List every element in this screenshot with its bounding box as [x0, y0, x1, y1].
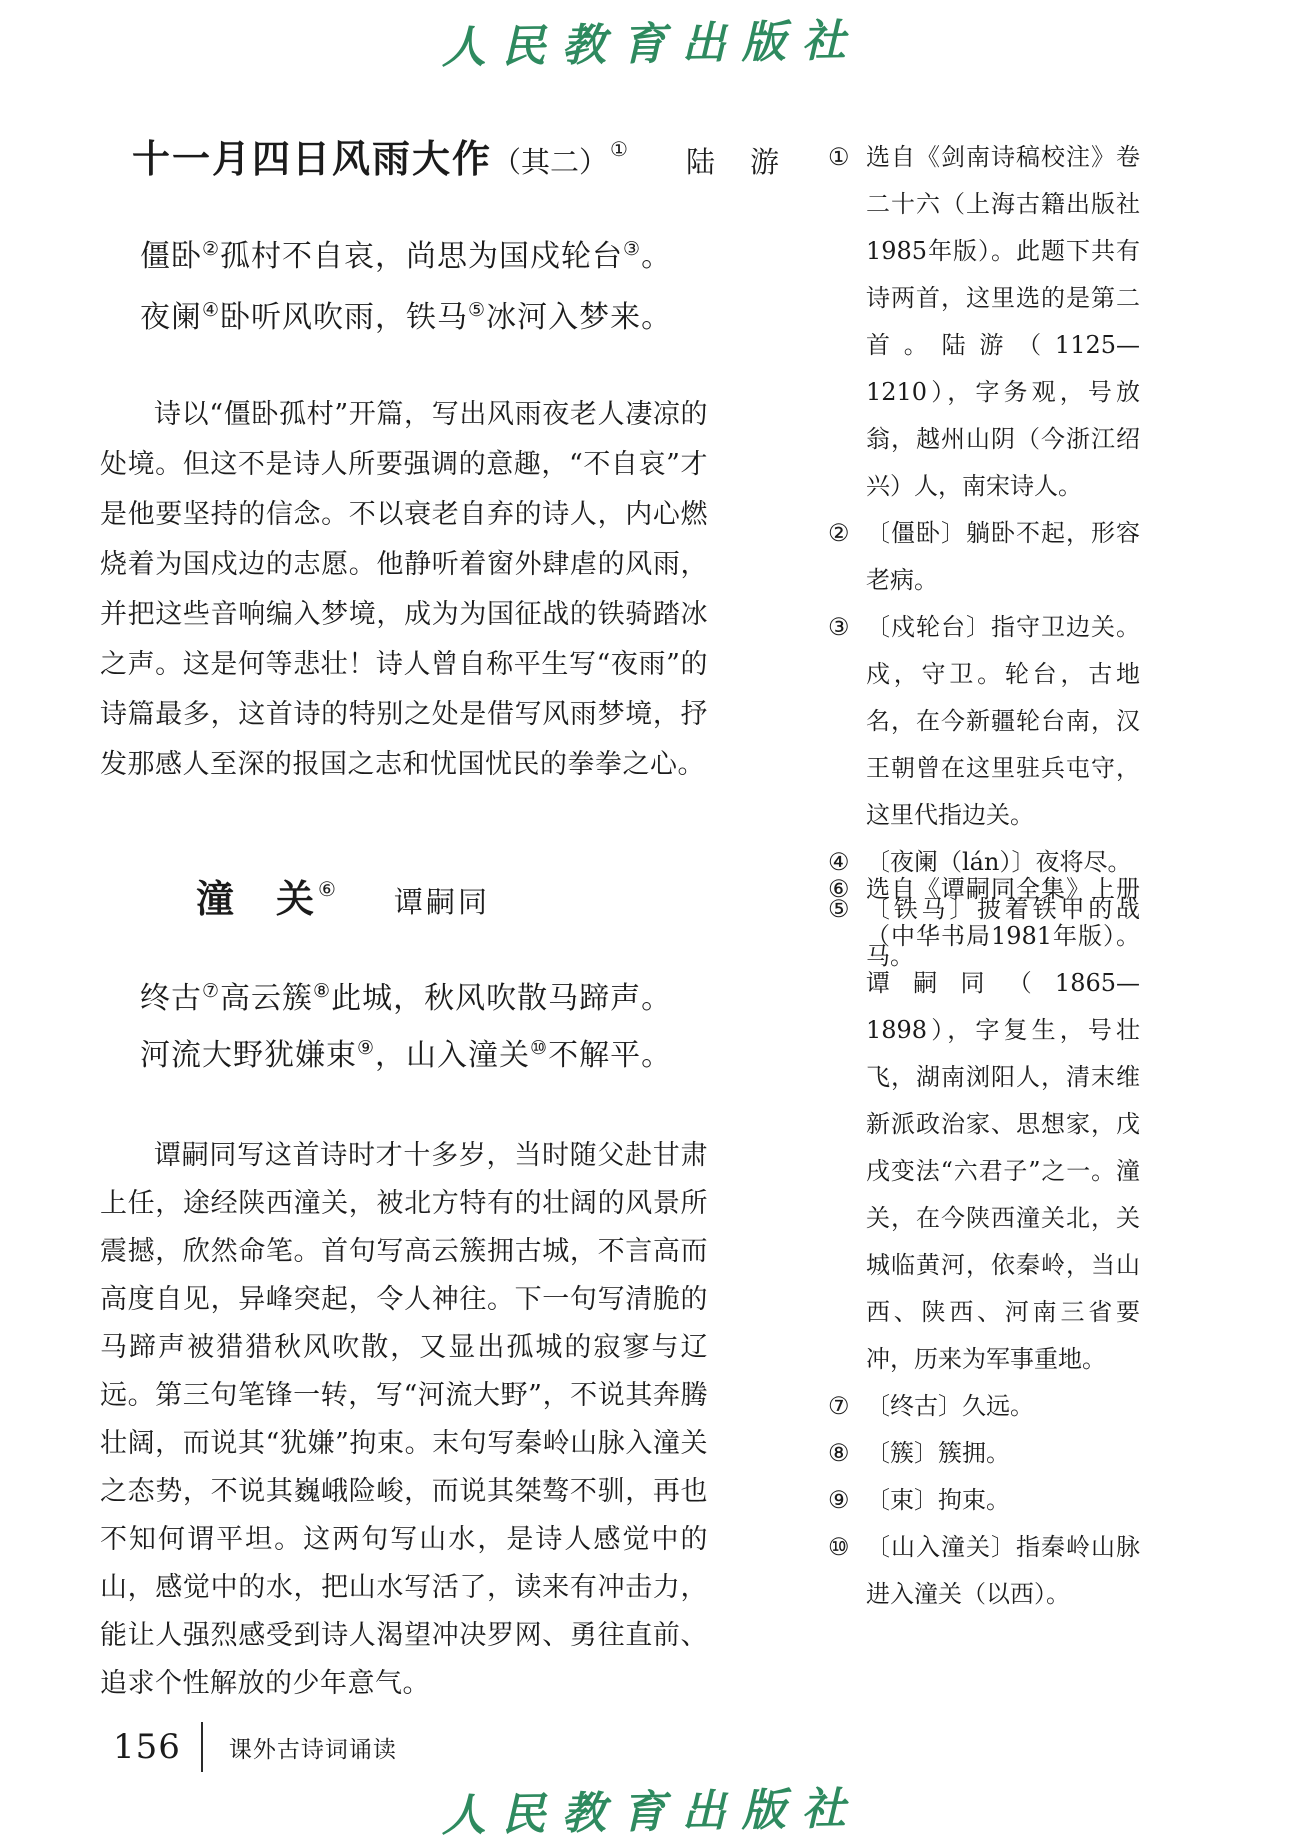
note-ref: ② [202, 238, 221, 260]
annotation-item [828, 1477, 1140, 1524]
note-ref: ⑧ [313, 980, 332, 1002]
note-ref: ④ [202, 299, 221, 321]
annotation-number: ① [828, 143, 850, 171]
poem1-title: 十一月四日风雨大作 [132, 136, 493, 181]
note-ref: ⑩ [530, 1037, 549, 1059]
note-ref: ⑤ [468, 299, 487, 321]
poem-segment: 孤村不自哀，尚思为国戍轮台 [220, 239, 624, 274]
poem-segment: 。 [641, 239, 673, 274]
annotations-poem2 [828, 866, 1140, 1618]
poem2-author: 谭嗣同 [393, 885, 490, 919]
annotation-item [828, 604, 1140, 839]
poem1-text [140, 228, 672, 350]
poem1-commentary: 诗以“僵卧孤村”开篇，写出风雨夜老人凄凉的处境。但这不是诗人所要强调的意趣，“不自哀”才是他要坚持的信念。不以衰老自弃的诗人，内心燃烧着为国戍边的志愿。他静听着窗外肆虐的风雨，并把这些音响编入梦境，成为为国征战的铁骑踏冰之声。这是何等悲壮！诗人曾自称平生写“夜雨”的诗篇最多，这首诗的特别之处是借写风雨梦境，抒发那感人至深的报国之志和忧国忧民的拳拳之心。 [100, 399, 708, 780]
poem1-title-paren: （其二） [492, 145, 609, 179]
annotation-item [828, 866, 1140, 1383]
annotation-text: 〔簇〕簇拥。 [866, 1439, 1010, 1467]
annotation-item [828, 510, 1140, 604]
annotations-poem1 [828, 134, 1140, 980]
annotation-number: ⑩ [828, 1533, 850, 1561]
footer-section-title: 课外古诗词诵读 [228, 1736, 397, 1763]
poem1-line2 [140, 289, 672, 350]
annotation-number: ⑨ [828, 1486, 850, 1514]
annotation-number: ⑥ [828, 875, 850, 903]
annotation-number: ⑤ [828, 895, 850, 923]
note-ref: ⑦ [202, 980, 221, 1002]
poem-segment: 河流大野犹嫌束 [140, 1038, 357, 1073]
poem1-title-row [132, 128, 782, 183]
annotation-number: ⑧ [828, 1439, 850, 1467]
poem-segment: 冰河入梦来。 [486, 300, 673, 335]
annotation-item [828, 134, 1140, 510]
poem-segment: 夜阑 [140, 300, 202, 335]
poem-segment: 高云簇 [220, 981, 314, 1016]
annotation-number: ⑦ [828, 1392, 850, 1420]
page-number: 156 [113, 1727, 181, 1767]
footer-divider [201, 1722, 203, 1772]
annotation-text: 〔夜阑（lán）〕夜将尽。 [866, 848, 1132, 876]
annotation-item [828, 1383, 1140, 1430]
note-ref: ③ [623, 238, 642, 260]
note-ref: ⑨ [357, 1037, 376, 1059]
page-footer [113, 1722, 397, 1772]
annotation-text: 〔铁马〕披着铁甲的战马。 [866, 895, 1140, 970]
poem2-line1 [140, 972, 672, 1029]
annotation-number: ③ [828, 613, 850, 641]
annotation-number: ② [828, 519, 850, 547]
annotation-text: 〔终古〕久远。 [866, 1392, 1034, 1420]
poem-segment: 终古 [140, 981, 202, 1016]
poem2-title: 潼 关 [196, 876, 317, 921]
poem1-title-note-ref: ① [610, 137, 628, 161]
annotation-text: 〔山入潼关〕指秦岭山脉进入潼关（以西）。 [866, 1533, 1140, 1608]
annotation-text: 〔束〕拘束。 [866, 1486, 1010, 1514]
poem-segment: 卧听风吹雨，铁马 [220, 300, 469, 335]
poem-segment: 此城，秋风吹散马蹄声。 [331, 981, 673, 1016]
poem2-text [140, 972, 672, 1086]
poem-segment: 不解平。 [548, 1038, 673, 1073]
annotation-text: 选自《剑南诗稿校注》卷二十六（上海古籍出版社1985年版）。此题下共有诗两首，这里选的是第二首。陆游（1125—1210），字务观，号放翁，越州山阴（今浙江绍兴）人，南宋诗人。 [866, 143, 1140, 500]
poem1-line1 [140, 228, 672, 289]
poem2-commentary: 谭嗣同写这首诗时才十多岁，当时随父赴甘肃上任，途经陕西潼关，被北方特有的壮阔的风景所震撼，欣然命笔。首句写高云簇拥古城，不言高而高度自见，异峰突起，令人神往。下一句写清脆的马蹄声被猎猎秋风吹散，又显出孤城的寂寥与辽远。第三句笔锋一转，写“河流大野”，不说其奔腾壮阔，而说其“犹嫌”拘束。末句写秦岭山脉入潼关之态势，不说其巍峨险峻，而说其桀骜不驯，再也不知何谓平坦。这两句写山水，是诗人感觉中的山，感觉中的水，把山水写活了，读来有冲击力，能让人强烈感受到诗人渴望冲决罗网、勇往直前、追求个性解放的少年意气。 [100, 1140, 708, 1699]
annotation-text: 选自《谭嗣同全集》上册（中华书局1981年版）。谭嗣同（1865—1898），字复生，号壮飞，湖南浏阳人，清末维新派政治家、思想家，戊戌变法“六君子”之一。潼关，在今陕西潼关北，关城临黄河，依秦岭，当山西、陕西、河南三省要冲，历来为军事重地。 [866, 875, 1140, 1373]
poem-segment: ，山入潼关 [375, 1038, 531, 1073]
poem2-title-note-ref: ⑥ [318, 877, 336, 901]
annotation-number: ④ [828, 848, 850, 876]
annotation-item [828, 1430, 1140, 1477]
poem1-author: 陆 游 [685, 145, 782, 179]
publisher-logo-top: 人民教育出版社 [441, 15, 862, 74]
poem2-line2 [140, 1029, 672, 1086]
annotation-text: 〔戍轮台〕指守卫边关。戍，守卫。轮台，古地名，在今新疆轮台南，汉王朝曾在这里驻兵屯守，这里代指边关。 [866, 613, 1140, 829]
poem-segment: 僵卧 [140, 239, 202, 274]
annotation-item [828, 1524, 1140, 1618]
publisher-logo-bottom: 人民教育出版社 [441, 1783, 862, 1842]
poem2-title-row [196, 868, 490, 923]
annotation-text: 〔僵卧〕躺卧不起，形容老病。 [866, 519, 1140, 594]
